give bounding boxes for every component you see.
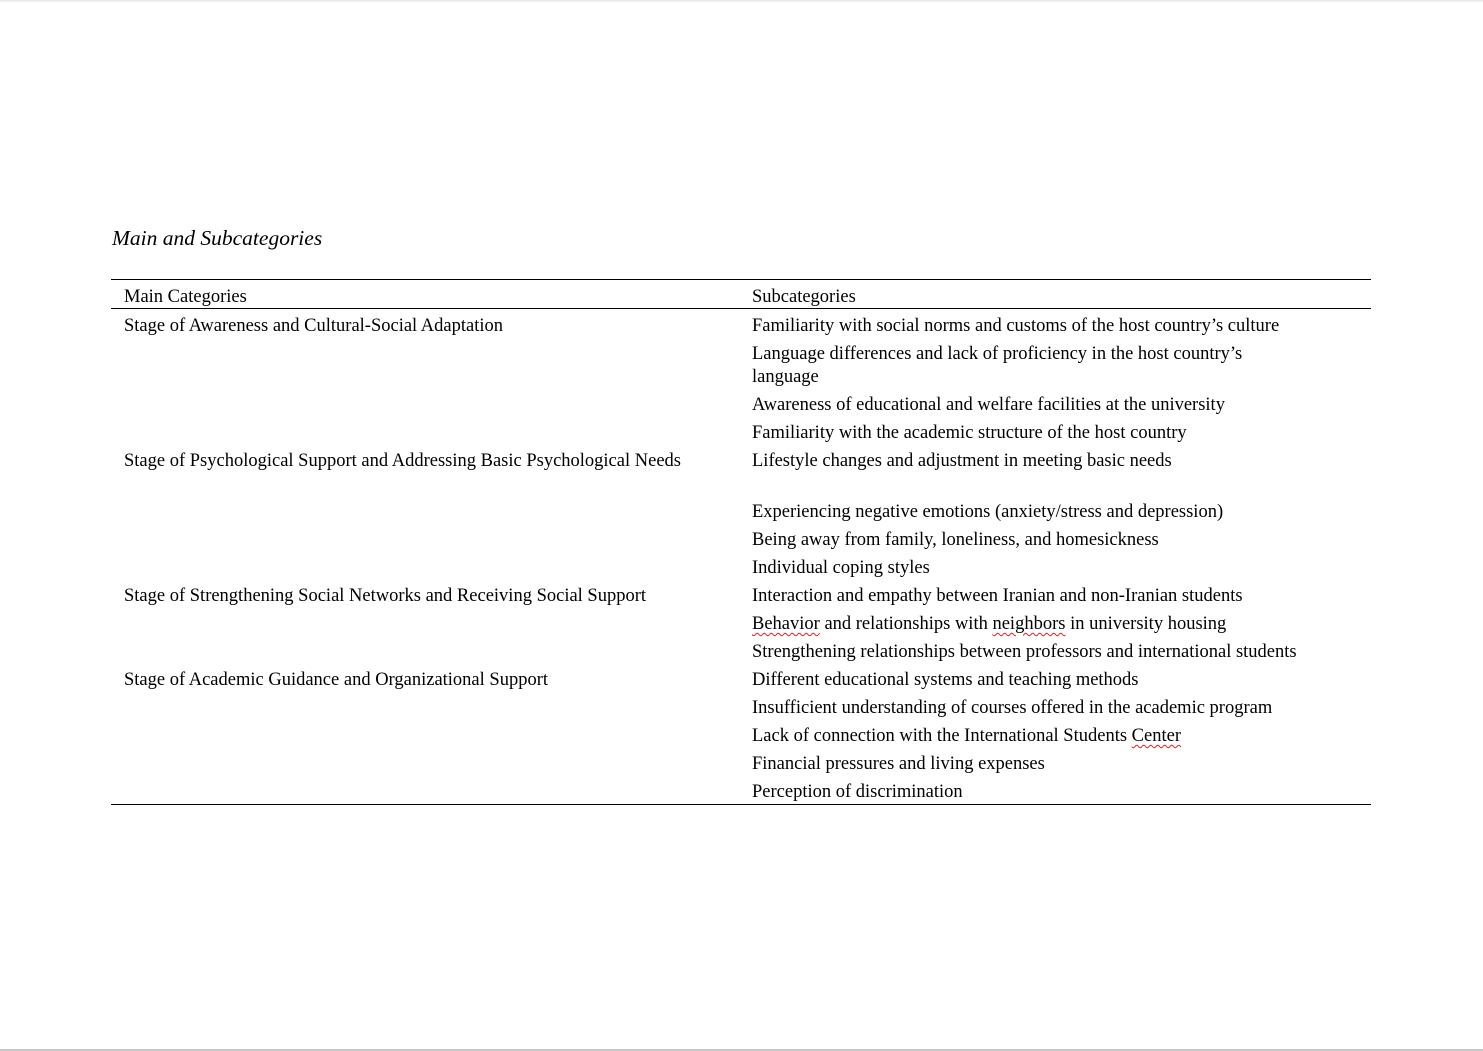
subcategory-cell: Lifestyle changes and adjustment in meeting basic needs: [752, 451, 1172, 471]
subcategory-cell: Perception of discrimination: [752, 782, 963, 802]
subcategory-cell: Familiarity with the academic structure of the host country: [752, 423, 1187, 443]
main-category-cell: Stage of Awareness and Cultural-Social Adaptation: [124, 316, 504, 336]
subcategory-cell: Financial pressures and living expenses: [752, 754, 1045, 774]
table-caption: Main and Subcategories: [112, 226, 323, 250]
table-bottom-rule: [111, 804, 1371, 805]
subcategory-text: in university housing: [1065, 614, 1227, 634]
header-subcategories: Subcategories: [752, 287, 856, 307]
subcategory-cell: Familiarity with social norms and customs of the host country’s culture: [752, 316, 1280, 336]
table-header-rule: [111, 308, 1371, 309]
subcategory-cell: Language differences and lack of proficiency in the host country’s language: [752, 344, 1243, 387]
subcategory-cell: Being away from family, loneliness, and homesickness: [752, 530, 1159, 550]
main-category-cell: Stage of Strengthening Social Networks and Receiving Social Support: [124, 586, 647, 606]
page-top-edge: [0, 0, 1483, 3]
main-category-cell: Stage of Psychological Support and Addressing Basic Psychological Needs: [124, 451, 681, 471]
table-top-rule: [111, 279, 1371, 280]
subcategory-cell: Interaction and empathy between Iranian and non-Iranian students: [752, 586, 1243, 606]
spellcheck-flagged-word[interactable]: Center: [1131, 726, 1181, 746]
header-main-categories: Main Categories: [124, 287, 247, 307]
subcategory-text: and relationships with: [819, 614, 993, 634]
subcategory-cell: [752, 725, 1181, 748]
subcategory-cell: Different educational systems and teaching methods: [752, 670, 1139, 690]
subcategory-cell: Strengthening relationships between professors and international students: [752, 642, 1297, 662]
subcategory-cell: Individual coping styles: [752, 558, 930, 578]
subcategory-cell: Awareness of educational and welfare facilities at the university: [752, 395, 1225, 415]
main-category-cell: Stage of Academic Guidance and Organizational Support: [124, 670, 549, 690]
subcategory-cell: Experiencing negative emotions (anxiety/stress and depression): [752, 502, 1224, 522]
subcategory-text: Lack of connection with the International Students: [752, 726, 1132, 746]
subcategory-cell: [752, 613, 1226, 636]
spellcheck-flagged-word[interactable]: neighbors: [992, 614, 1066, 634]
spellcheck-flagged-word[interactable]: Behavior: [752, 614, 820, 634]
subcategory-cell: Insufficient understanding of courses offered in the academic program: [752, 698, 1273, 718]
